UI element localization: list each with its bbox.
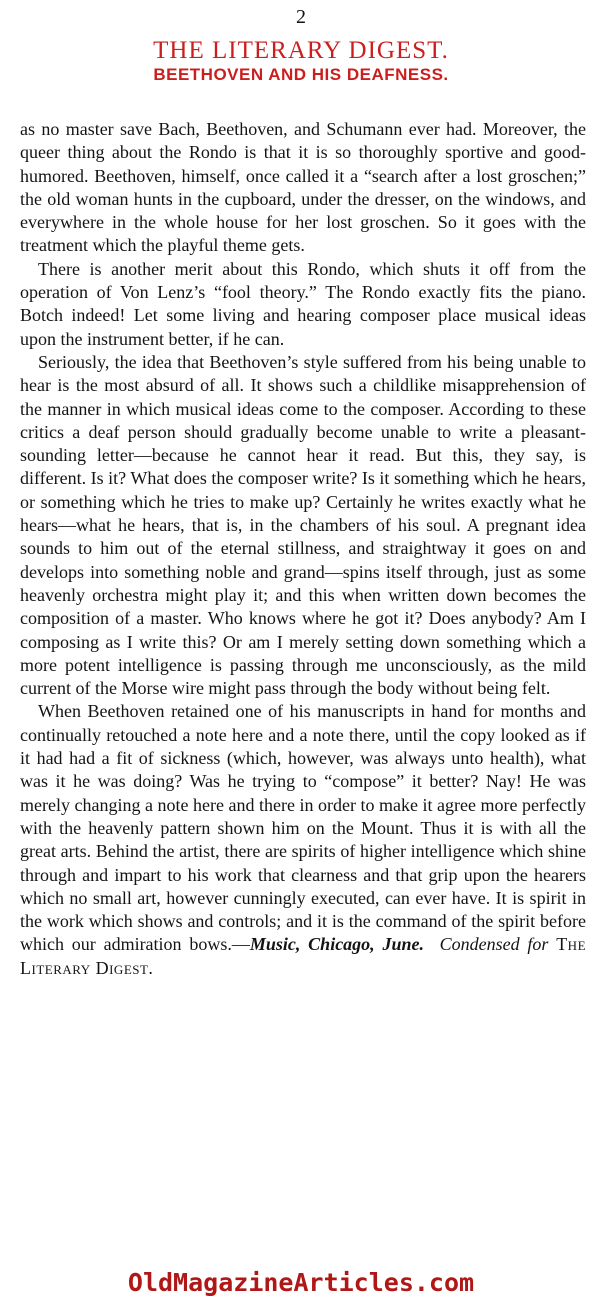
credit-source: Music, [249,934,301,955]
article-paragraph-text: When Beethoven retained one of his manuscripts in hand for months and continually retouched a note here and a note there, until the copy looked as if it had had a fit of sickness (which, however, was always unto health), what was it he was doing? Was he trying to “compose” it better? Nay! He was merely changing a note here and there in order to make it agree more perfectly with the heavenly pattern shown him on the Mount. Thus it is with all the great arts. Behind the artist, there are spirits of higher intelligence which shine through and impart to his work that clearness and that grip upon the hearers which no small art, however cunningly executed, can ever have. It is spirit in the work which shows and controls; and it is the command of the spirit before which our admiration bows.— [20,701,586,955]
page-number: 2 [296,6,306,28]
article-paragraph: Seriously, the idea that Beethoven’s style suffered from his being unable to hear is the most absurd of all. It shows such a childlike misapprehension of the manner in which musical ideas come to the composer. According to these critics a deaf person should gradually become unable to write a pleasant-sounding letter—because he cannot hear it read. But this, they say, is different. Is it? What does the composer write? Is it something which he hears, or something which he tries to make up? Certainly he writes exactly what he hears—what he hears, that is, in the chambers of his soul. A pregnant idea sounds to him out of the eternal stillness, and straightway it goes on and develops into something noble and grand—spins itself through, just as some heavenly orchestra might play it; and this when written down becomes the composition of a master. Who knows where he got it? Does anybody? Am I composing as I write this? Or am I merely setting down something which a more potent intelligence is passing through me unconsciously, as the mild current of the Morse wire might pass through the body without being felt. [20,351,586,699]
article-paragraph: as no master save Bach, Beethoven, and Schumann ever had. Moreover, the queer thing about the Rondo is that it is so thoroughly sportive and good-humored. Beethoven, himself, once called it a “search after a lost groschen;” the old woman hunts in the cupboard, under the dresser, on the windows, and everywhere in the whole house for her lost groschen. So it goes with the treatment which the playful theme gets. [20,119,586,256]
article-body [20,118,586,980]
credit-place: Chicago, June. [308,934,424,955]
article-paragraph-final [20,700,586,980]
credit-condensed: Condensed for [439,934,549,955]
journal-title: THE LITERARY DIGEST. [153,37,449,64]
article-paragraph: There is another merit about this Rondo, which shuts it off from the operation of Von Lenz’s “fool theory.” The Rondo exactly fits the piano. Botch indeed! Let some living and hearing composer place musical ideas upon the instrument better, if he can. [20,258,586,349]
site-watermark: OldMagazineArticles.com [127,1268,475,1297]
article-headline: BEETHOVEN AND HIS DEAFNESS. [153,65,449,84]
credit-journal: The Literary Digest. [20,934,587,978]
